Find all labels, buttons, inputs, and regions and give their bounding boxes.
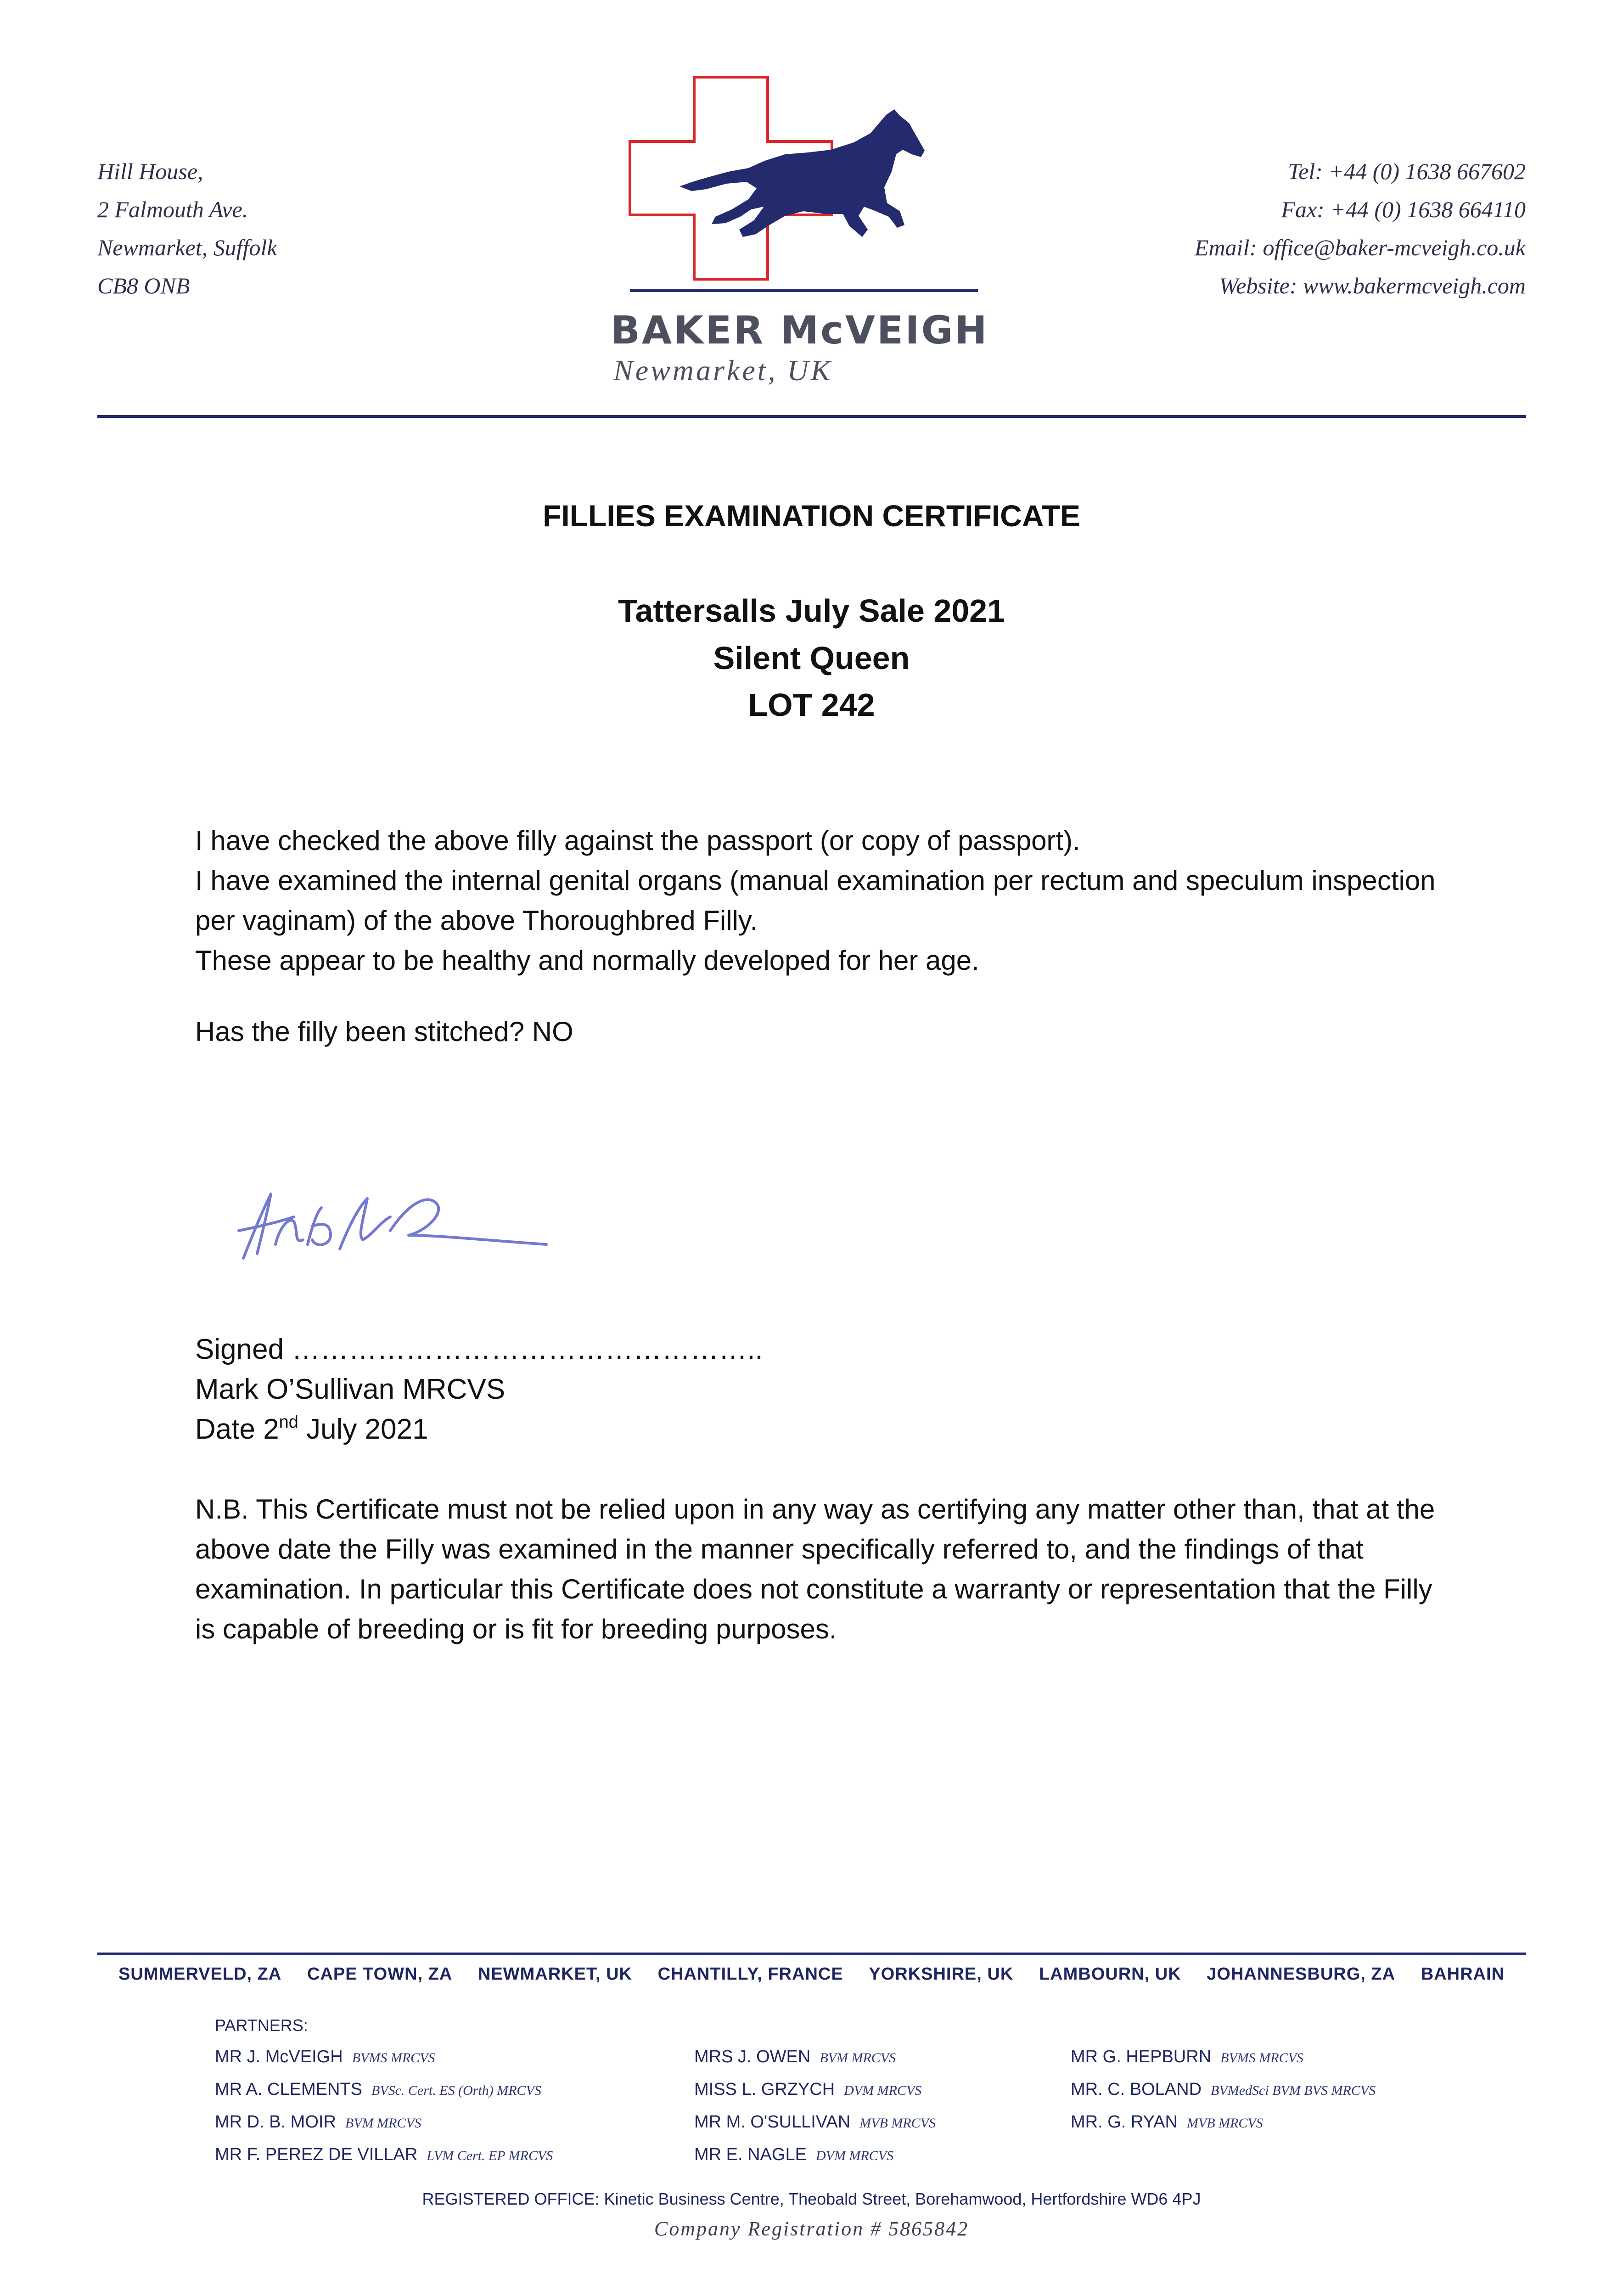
horse-name: Silent Queen (713, 640, 910, 676)
partner-name: MR M. O'SULLIVAN (694, 2112, 851, 2132)
partner-quals: BVMS MRCVS (1220, 2050, 1303, 2065)
partner-quals: DVM MRCVS (844, 2083, 922, 2098)
partner-quals: BVSc. Cert. ES (Orth) MRCVS (371, 2083, 541, 2098)
office-locations (0, 1964, 1623, 1984)
address-block (97, 152, 277, 305)
partner-entry (694, 2139, 936, 2172)
contact-block (1195, 152, 1526, 305)
sale-name: Tattersalls July Sale 2021 (618, 593, 1005, 629)
partner-entry (1071, 2106, 1376, 2139)
partner-quals: MVB MRCVS (1186, 2116, 1263, 2131)
partner-name: MISS L. GRZYCH (694, 2080, 835, 2099)
horse-silhouette (680, 109, 925, 237)
stitched-question: Has the filly been stitched? NO (195, 1016, 573, 1047)
partner-entry (215, 2106, 553, 2139)
company-registration: Company Registration # 5865842 (654, 2217, 969, 2240)
partner-name: MR E. NAGLE (694, 2145, 807, 2164)
partner-name: MR D. B. MOIR (215, 2112, 336, 2132)
partners-column (215, 2041, 553, 2172)
partner-entry (694, 2106, 936, 2139)
signature-date (195, 1409, 763, 1449)
partner-quals: DVM MRCVS (815, 2148, 894, 2163)
partner-entry (1071, 2041, 1376, 2074)
location-item: SUMMERVELD, ZA (118, 1964, 282, 1984)
partner-quals: BVM MRCVS (820, 2050, 896, 2065)
signature-block (195, 1329, 763, 1449)
partner-name: MR. G. RYAN (1071, 2112, 1178, 2132)
address-line: 2 Falmouth Ave. (97, 197, 248, 222)
contact-fax: Fax: +44 (0) 1638 664110 (1281, 197, 1526, 222)
location-item: CHANTILLY, FRANCE (657, 1964, 843, 1984)
body-line: I have examined the internal genital organs (manual examination per rectum and speculum inspection per vaginam) of the above Thoroughbred Filly. (195, 865, 1436, 936)
address-line: Newmarket, Suffolk (97, 235, 277, 260)
brand-name: BAKER McVEIGH (611, 308, 989, 353)
certificate-body (195, 821, 1453, 980)
location-item: NEWMARKET, UK (477, 1964, 632, 1984)
partners-label: PARTNERS: (215, 2016, 308, 2035)
partners-column (1071, 2041, 1376, 2139)
partner-entry (215, 2074, 553, 2106)
location-item: YORKSHIRE, UK (869, 1964, 1014, 1984)
location-item: CAPE TOWN, ZA (307, 1964, 453, 1984)
partner-quals: MVB MRCVS (859, 2116, 936, 2131)
date-prefix: Date 2 (195, 1413, 279, 1445)
location-item: LAMBOURN, UK (1039, 1964, 1181, 1984)
signed-line: Signed ………………………………………….. (195, 1334, 763, 1365)
handwritten-signature (225, 1176, 583, 1277)
date-ordinal: nd (279, 1412, 298, 1432)
signatory-name: Mark O’Sullivan MRCVS (195, 1373, 505, 1405)
address-line: CB8 ONB (97, 273, 190, 298)
partner-name: MRS J. OWEN (694, 2047, 811, 2066)
body-line: I have checked the above filly against the passport (or copy of passport). (195, 825, 1080, 856)
partner-quals: BVM MRCVS (345, 2116, 421, 2131)
partner-name: MR J. McVEIGH (215, 2047, 343, 2066)
partner-entry (694, 2041, 936, 2074)
partner-name: MR G. HEPBURN (1071, 2047, 1212, 2066)
location-item: JOHANNESBURG, ZA (1207, 1964, 1396, 1984)
disclaimer-note: N.B. This Certificate must not be relied upon in any way as certifying any matter other than, that at the above date the Filly was examined in the manner specifically referred to, and the findings of that examination. In particular this Certificate does not constitute a warranty or representation that the Filly is capable of breeding or is fit for breeding purposes. (195, 1494, 1435, 1644)
partner-entry (215, 2139, 553, 2172)
partner-entry (1071, 2074, 1376, 2106)
date-rest: July 2021 (298, 1413, 428, 1445)
brand-location: Newmarket, UK (613, 354, 833, 387)
header-divider (97, 415, 1526, 418)
lot-number: LOT 242 (748, 687, 875, 723)
partner-name: MR A. CLEMENTS (215, 2080, 362, 2099)
certificate-title: FILLIES EXAMINATION CERTIFICATE (543, 499, 1080, 533)
contact-website[interactable]: Website: www.bakermcveigh.com (1219, 273, 1526, 298)
partner-quals: LVM Cert. EP MRCVS (427, 2148, 553, 2163)
partner-quals: BVMedSci BVM BVS MRCVS (1211, 2083, 1376, 2098)
body-line: These appear to be healthy and normally developed for her age. (195, 945, 979, 976)
location-item: BAHRAIN (1421, 1964, 1505, 1984)
contact-email[interactable]: Email: office@baker-mcveigh.co.uk (1194, 235, 1526, 260)
address-line: Hill House, (97, 158, 203, 184)
footer-divider (97, 1953, 1526, 1955)
partners-column (694, 2041, 936, 2172)
partner-entry (215, 2041, 553, 2074)
partner-name: MR F. PEREZ DE VILLAR (215, 2145, 418, 2164)
registered-office: REGISTERED OFFICE: Kinetic Business Centre, Theobald Street, Borehamwood, Hertfordshire WD6 4PJ (422, 2189, 1201, 2208)
logo-rule (630, 289, 978, 292)
partner-entry (694, 2074, 936, 2106)
partner-quals: BVMS MRCVS (352, 2050, 435, 2065)
contact-tel: Tel: +44 (0) 1638 667602 (1288, 158, 1526, 184)
partner-name: MR. C. BOLAND (1071, 2080, 1202, 2099)
